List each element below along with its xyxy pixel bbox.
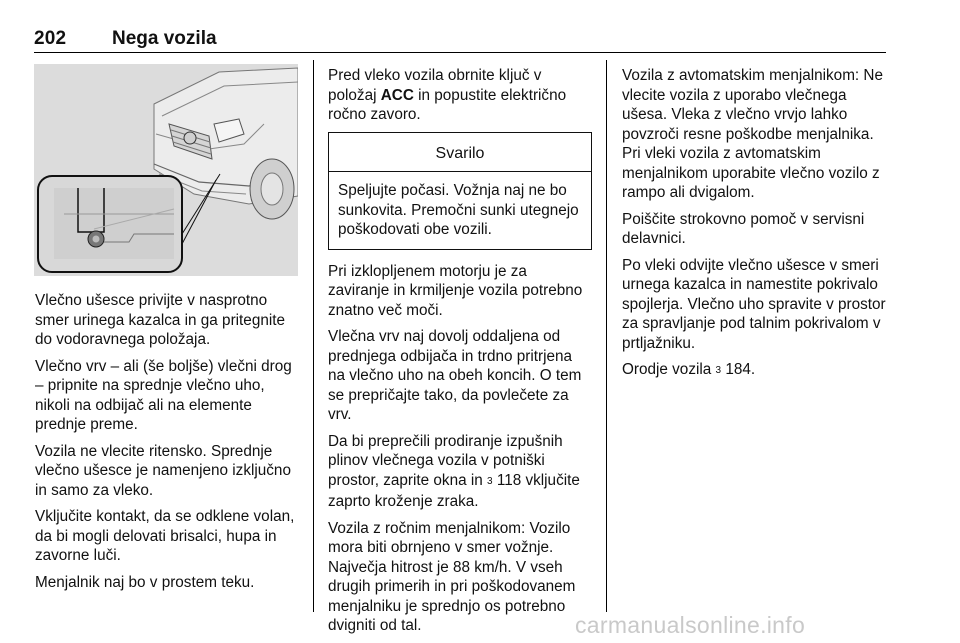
col1-paragraph-5: Menjalnik naj bo v prostem teku. — [35, 573, 255, 591]
header-rule — [34, 52, 886, 53]
column-2 — [328, 66, 592, 643]
car-tow-eye-icon — [34, 64, 298, 276]
col1-paragraph-1: Vlečno ušesce privijte v nasprotno smer urinega kazalca in ga pritegnite do vodoravnega položaja. — [35, 292, 285, 348]
col3-p4-text: Orodje vozila — [622, 361, 716, 378]
col3-p4-text-end: 184. — [721, 361, 756, 378]
col2-p4-text: Da bi preprečili prodiranje izpušnih plinov vlečnega vozila v potniški prostor, zaprite okna in — [328, 432, 563, 489]
column-1 — [35, 291, 301, 599]
tow-eye-illustration — [34, 64, 298, 276]
column-divider-1 — [313, 60, 314, 612]
page-ref-icon[interactable]: 3 — [715, 365, 722, 376]
col2-paragraph-5: Vozila z ročnim menjalnikom: Vozilo mora biti obrnjeno v smer vožnje. Največja hitrost je 88 km/h. V vseh drugih primerih in pri poškodovanem menjalniku je sprednjo os potrebno dvigniti od tal. — [328, 519, 576, 634]
watermark: carmanualsonline.info — [575, 612, 806, 638]
col2-p1-text-end: in popustite električno ročno zavoro. — [328, 86, 567, 123]
col1-paragraph-4: Vključite kontakt, da se odklene volan, da bi mogli delovati brisalci, hupa in zavorne luči. — [35, 508, 295, 564]
col3-paragraph-1: Vozila z avtomatskim menjalnikom: Ne vlecite vozila z uporabo vlečnega ušesa. Vleka z vlečno vrvjo lahko povzroči resne poškodbe menjalnika. Pri vleki vozila z avtomatskim menjalnikom uporabite vlečno vozilo z rampo ali dvigalom. — [622, 67, 883, 201]
warning-title: Svarilo — [329, 133, 591, 173]
col2-paragraph-3: Vlečna vrv naj dovolj oddaljena od prednjega odbijača in trdno pritrjena na vlečno uho na obeh koncih. O tem se prepričajte tako, da povlečete za vrv. — [328, 328, 582, 423]
column-divider-2 — [606, 60, 607, 612]
col2-p4-text-end: 118 vključite zaprto kroženje zraka. — [328, 471, 580, 510]
acc-label: ACC — [380, 86, 414, 104]
col1-paragraph-3: Vozila ne vlecite ritensko. Sprednje vlečno ušesce je namenjeno izključno in samo za vleko. — [35, 442, 291, 499]
col3-paragraph-2: Poiščite strokovno pomoč v servisni delavnici. — [622, 210, 865, 247]
col1-paragraph-2: Vlečno vrv – ali (še boljše) vlečni drog – pripnite na sprednje vlečno uho, nikoli na odbijač ali na elemente prednje preme. — [35, 357, 292, 433]
page-title: Nega vozila — [112, 28, 217, 49]
page-number: 202 — [34, 28, 67, 49]
col2-paragraph-1 — [328, 66, 592, 125]
warning-text: Speljujte počasi. Vožnja naj ne bo sunkovita. Premočni sunki utegnejo poškodovati obe vozili. — [338, 182, 579, 238]
col3-paragraph-3: Po vleki odvijte vlečno ušesce v smeri urnega kazalca in namestite pokrivalo spojlerja. Vlečno uho spravite v prostor za spravljanje pod talnim pokrivalom v prtljažniku. — [622, 256, 886, 352]
warning-box — [328, 132, 592, 250]
col2-paragraph-2: Pri izklopljenem motorju je za zaviranje in krmiljenje vozila potrebno znatno več moči. — [328, 262, 583, 319]
col2-p1-text: Pred vleko vozila obrnite ključ v položaj — [328, 67, 542, 104]
column-3 — [622, 66, 890, 389]
col3-paragraph-4 — [622, 360, 890, 382]
page-ref-icon[interactable]: 3 — [487, 475, 493, 487]
col2-paragraph-4 — [328, 432, 592, 512]
